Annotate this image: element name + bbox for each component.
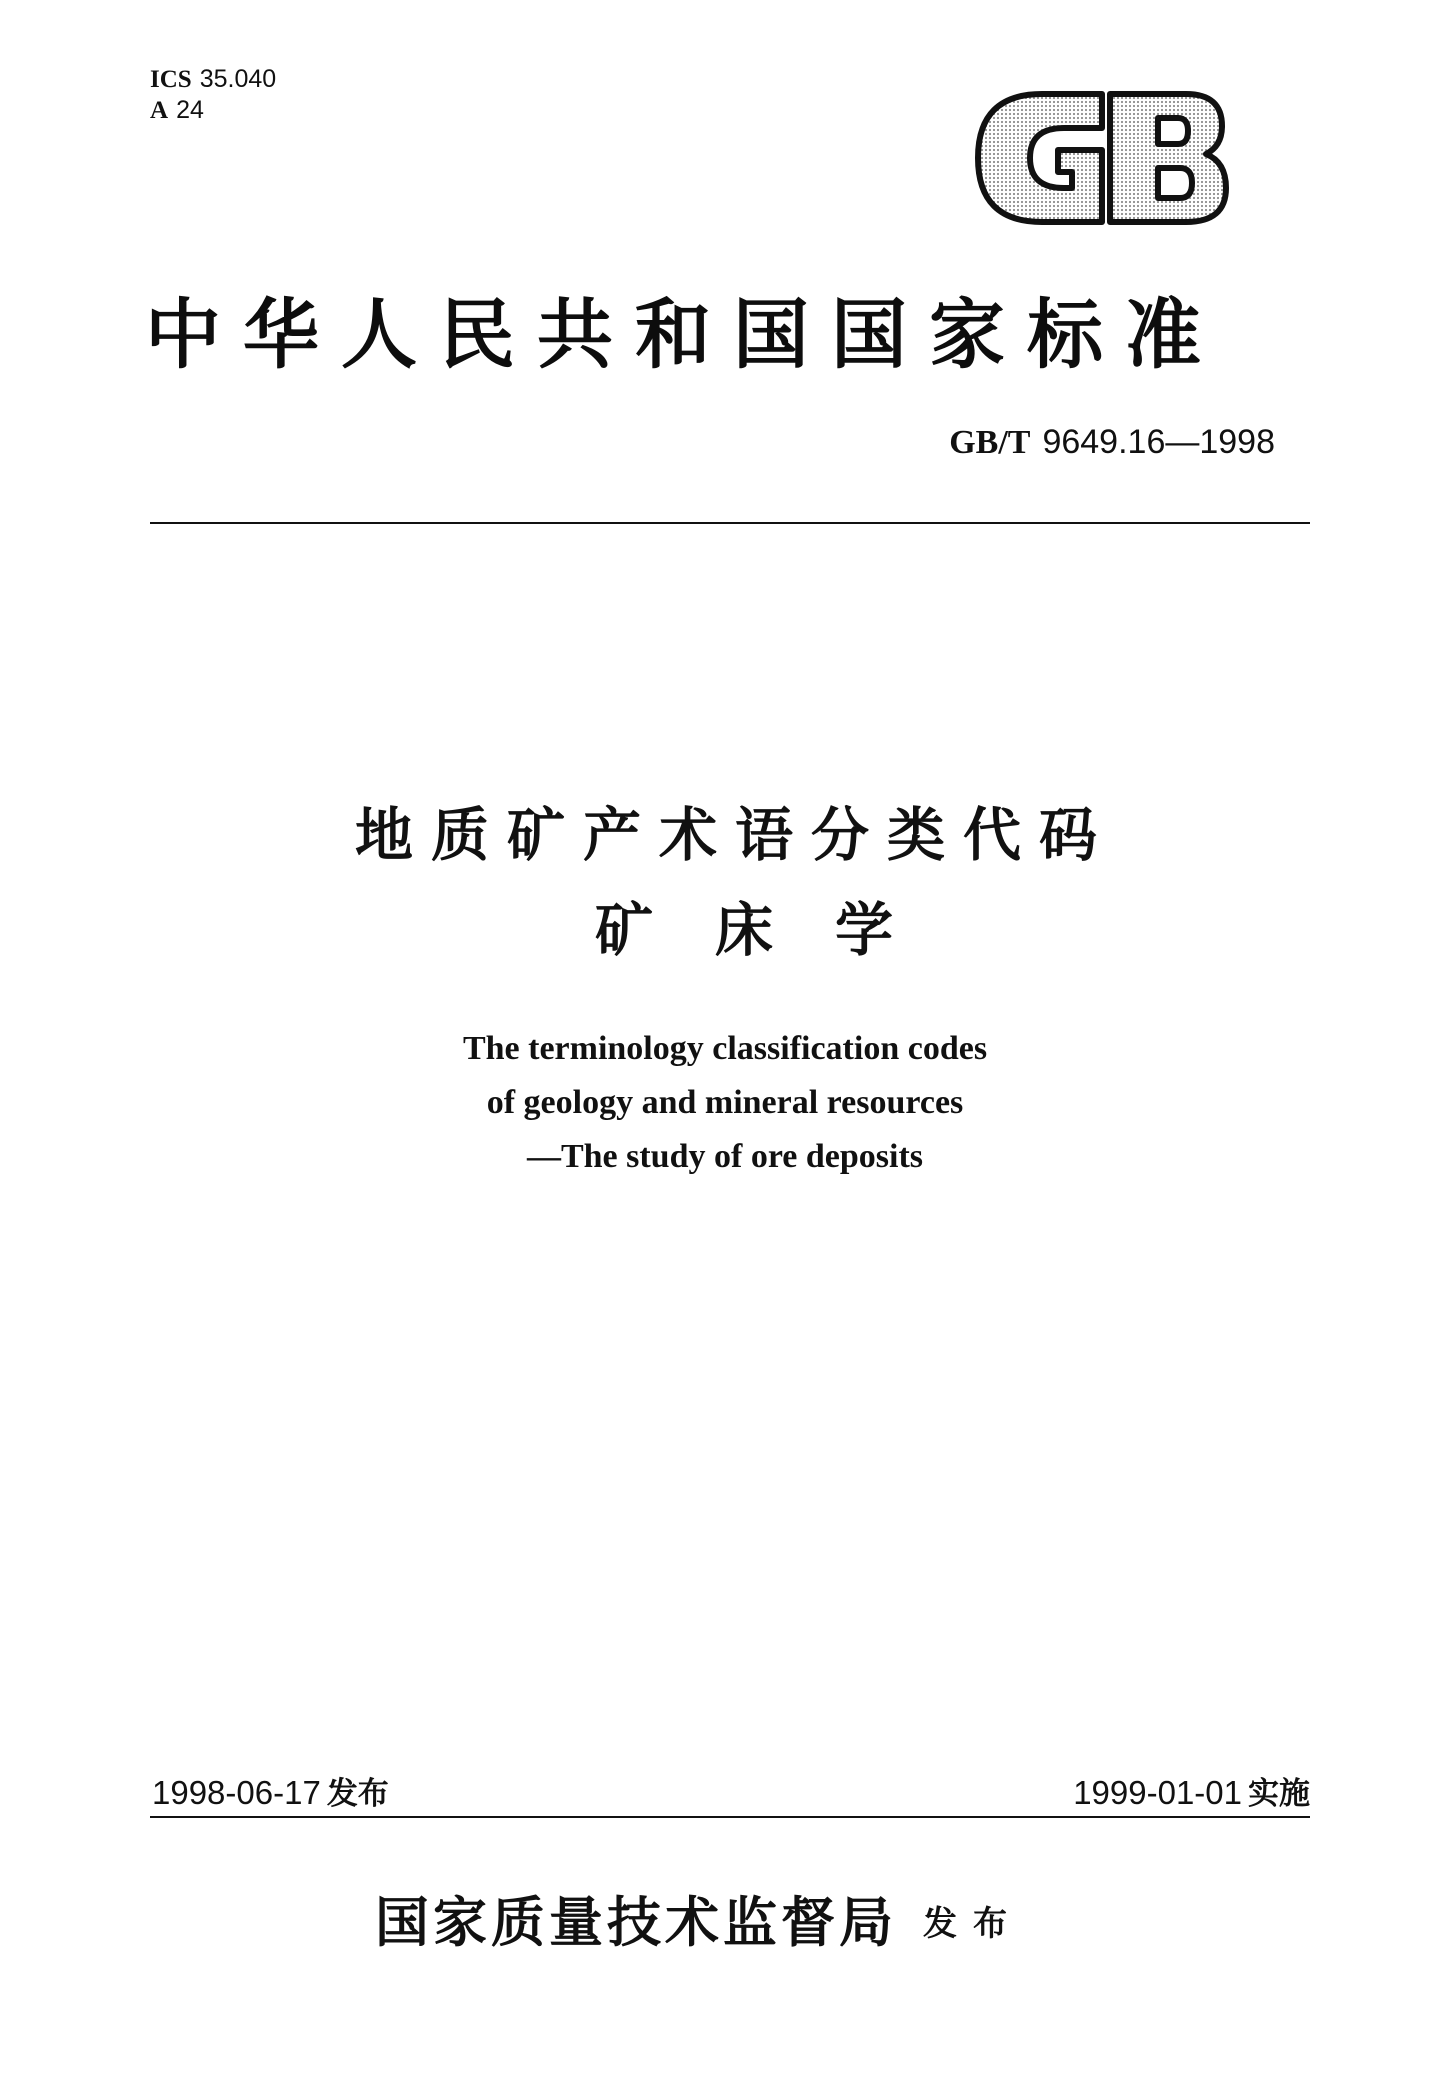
ccs-label: A bbox=[150, 97, 169, 124]
standard-code bbox=[949, 422, 1275, 462]
ccs-row bbox=[150, 95, 276, 126]
issue-date-value: 1998-06-17 bbox=[152, 1774, 321, 1811]
ics-code: 35.040 bbox=[199, 65, 277, 93]
ccs-code: 24 bbox=[176, 96, 204, 124]
standard-code-prefix: GB/T bbox=[949, 424, 1031, 461]
classification-codes bbox=[150, 64, 276, 126]
english-title-line-1: The terminology classification codes bbox=[462, 1030, 988, 1067]
effective-date bbox=[1073, 1768, 1310, 1813]
header-divider bbox=[150, 522, 1310, 524]
ics-row bbox=[150, 64, 276, 95]
issue-date bbox=[152, 1768, 389, 1813]
issue-date-label: 发布 bbox=[326, 1776, 389, 1812]
effective-date-value: 1999-01-01 bbox=[1073, 1774, 1242, 1811]
national-standard-heading: 中华人民共和国国家标准 bbox=[145, 290, 1223, 379]
ics-label: ICS bbox=[150, 66, 192, 93]
english-title-line-2: of geology and mineral resources bbox=[486, 1084, 964, 1121]
publisher-line bbox=[375, 1880, 1023, 1957]
standard-code-number: 9649.16—1998 bbox=[1042, 423, 1275, 461]
footer-divider bbox=[150, 1816, 1310, 1818]
english-title-line-3: —The study of ore deposits bbox=[526, 1138, 924, 1175]
publisher-verb: 发布 bbox=[923, 1904, 1023, 1944]
chinese-title-line-2: 矿床学 bbox=[594, 896, 955, 964]
gb-logo-icon bbox=[972, 88, 1232, 228]
effective-date-label: 实施 bbox=[1248, 1776, 1310, 1812]
publisher-name: 国家质量技术监督局 bbox=[375, 1890, 897, 1954]
chinese-title-line-1: 地质矿产术语分类代码 bbox=[354, 801, 1115, 869]
